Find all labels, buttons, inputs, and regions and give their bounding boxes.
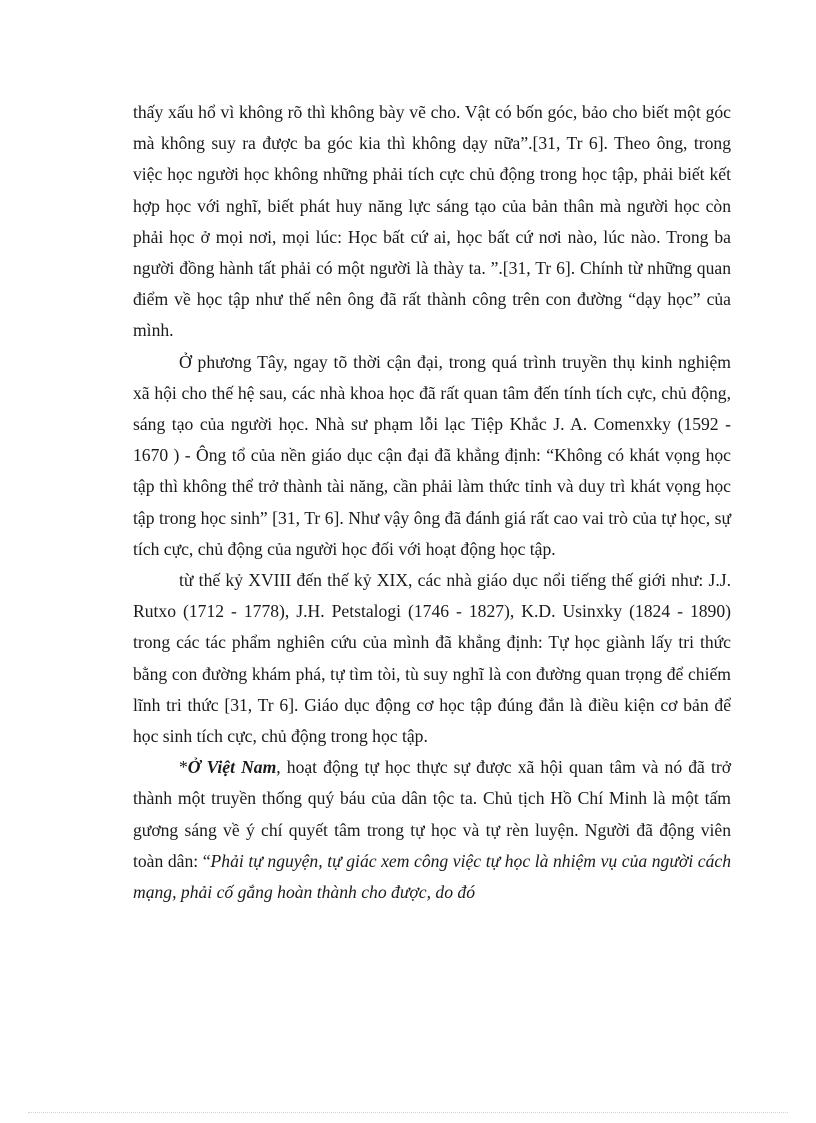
paragraph-3: từ thế kỷ XVIII đến thế kỷ XIX, các nhà giáo dục nổi tiếng thế giới như: J.J. Rutxo (1712 - 1778), J.H. Petstalogi (1746 - 1827), K.D. Usinxky (1824 - 1890) trong các tác phẩm nghiên cứu của mình đã khẳng định: Tự học giành lấy tri thức bằng con đường khám phá, tự tìm tòi, tù suy nghĩ là con đường quan trọng để chiếm lĩnh tri thức [31, Tr 6]. Giáo dục động cơ học tập đúng đắn là điều kiện cơ bản để học sinh tích cực, chủ động trong học tập. — [133, 570, 731, 747]
paragraph-2: Ở phương Tây, ngay tõ thời cận đại, trong quá trình truyền thụ kinh nghiệm xã hội cho thế hệ sau, các nhà khoa học đã rất quan tâm đến tính tích cực, chủ động, sáng tạo của người học. Nhà sư phạm lỗi lạc Tiệp Khắc J. A. Comenxky (1592 - 1670 ) - Ông tổ của nền giáo dục cận đại đã khẳng định: “Không có khát vọng học tập thì không thể trở thành tài năng, cần phải làm thức tỉnh và duy trì khát vọng học tập trong học sinh” [31, Tr 6]. Như vậy ông đã đánh giá rất cao vai trò của tự học, sự tích cực, chủ động của người học đối với hoạt động học tập. — [133, 351, 731, 559]
document-page — [133, 97, 731, 908]
bullet-marker: * — [179, 757, 188, 778]
quote-text: Phải tự nguyện, tự giác xem công việc tự học là nhiệm vụ của người cách mạng, phải cố gắng hoàn thành cho được, do đó — [133, 850, 731, 903]
paragraph-4-body: , hoạt động tự học thực sự được xã hội quan tâm và nó đã trở thành một truyền thống quý báu của dân tộc ta. Chủ tịch Hồ Chí Minh là một tấm gương sáng về ý chí quyết tâm trong tự học và tự rèn luyện. Người đã động viên toàn dân: “ — [133, 757, 731, 871]
section-heading-viet-nam: Ở Việt Nam — [187, 757, 277, 778]
footer-divider — [28, 1112, 788, 1113]
paragraph-1: thấy xấu hổ vì không rõ thì không bày vẽ cho. Vật có bốn góc, bảo cho biết một góc mà không suy ra được ba góc kia thì không dạy nữa”.[31, Tr 6]. Theo ông, trong việc học người học không những phải tích cực chủ động trong học tập, phải biết kết hợp học với nghĩ, biết phát huy năng lực sáng tạo của bản thân mà người học còn phải học ở mọi nơi, mọi lúc: Học bất cứ ai, học bất cứ nơi nào, lúc nào. Trong ba người đồng hành tất phải có một người là thày ta. ”.[31, Tr 6]. Chính từ những quan điểm về học tập như thế nên ông đã rất thành công trên con đường “dạy học” của mình. — [133, 102, 731, 341]
paragraph-4 — [133, 752, 731, 908]
